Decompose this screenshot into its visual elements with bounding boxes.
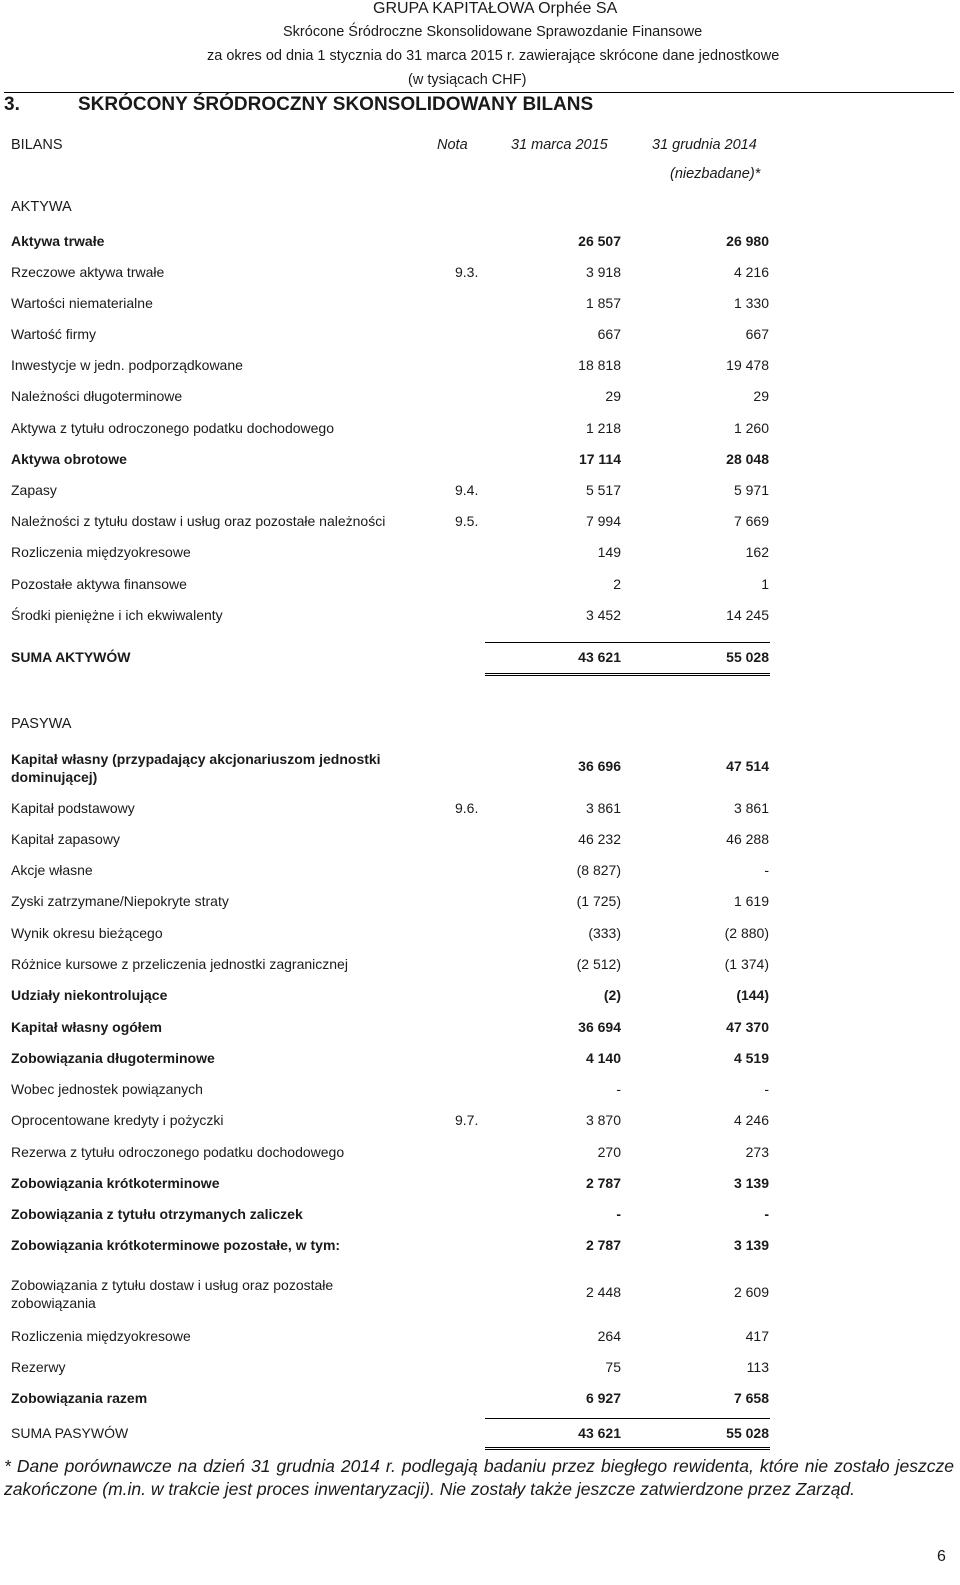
liabilities-total-2015: 43 621	[578, 1425, 621, 1441]
liabilities-heading: PASYWA	[11, 716, 72, 732]
liability-label: Zobowiązania razem	[11, 1390, 148, 1406]
liability-value-2014: 273	[745, 1144, 769, 1160]
liability-value-2015: 3 870	[585, 1112, 621, 1128]
liability-label: Zobowiązania z tytułu dostaw i usług oraz pozostałe zobowiązania	[11, 1277, 334, 1311]
liability-label: Rezerwy	[11, 1359, 66, 1375]
liability-value-2015: 46 232	[578, 831, 621, 847]
liability-label: Zobowiązania z tytułu otrzymanych zaliczek	[11, 1206, 303, 1222]
liability-label: Kapitał zapasowy	[11, 831, 120, 847]
asset-label: Inwestycje w jedn. podporządkowane	[11, 357, 243, 373]
asset-value-2014: 162	[745, 544, 769, 560]
asset-value-2015: 5 517	[585, 482, 621, 498]
liability-value-2015: 270	[597, 1144, 621, 1160]
liabilities-total-2014: 55 028	[726, 1425, 769, 1441]
asset-value-2015: 1 218	[585, 420, 621, 436]
asset-note: 9.4.	[455, 482, 479, 498]
asset-value-2014: 26 980	[726, 233, 769, 249]
liability-label: Zobowiązania krótkoterminowe	[11, 1175, 220, 1191]
liability-value-2014: 3 139	[733, 1237, 769, 1253]
liability-value-2015: (2)	[603, 987, 621, 1003]
asset-label: Wartość firmy	[11, 326, 97, 342]
liability-value-2014: -	[764, 862, 769, 878]
footnote: * Dane porównawcze na dzień 31 grudnia 2014 r. podlegają badaniu przez biegłego rewidenta, które nie zostało jeszcze zakończone (m.in. w trakcie jest proces inwentaryzacji). Nie zostały także jeszcze zatwierdzone przez Zarząd.	[4, 1456, 954, 1499]
liability-label: Różnice kursowe z przeliczenia jednostki zagranicznej	[11, 956, 348, 972]
liability-value-2014: 3 861	[733, 800, 769, 816]
liability-label: Akcje własne	[11, 862, 93, 878]
liability-value-2015: 2 448	[585, 1284, 621, 1300]
liability-value-2014: 3 139	[733, 1175, 769, 1191]
liability-value-2014: 47 514	[726, 758, 769, 774]
asset-label: Należności długoterminowe	[11, 388, 183, 404]
liability-value-2014: 47 370	[726, 1019, 769, 1035]
assets-total-label: SUMA AKTYWÓW	[11, 649, 131, 665]
liability-label: Rezerwa z tytułu odroczonego podatku dochodowego	[11, 1144, 345, 1160]
liability-value-2014: 4 519	[733, 1050, 769, 1066]
liability-label: Zobowiązania długoterminowe	[11, 1050, 215, 1066]
asset-note: 9.3.	[455, 264, 479, 280]
asset-value-2015: 18 818	[578, 357, 621, 373]
liability-value-2014: 46 288	[726, 831, 769, 847]
header-rule	[4, 92, 954, 93]
asset-label: Wartości niematerialne	[11, 295, 153, 311]
section-number: 3.	[4, 94, 20, 115]
liability-value-2014: 1 619	[733, 893, 769, 909]
liabilities-total-label: SUMA PASYWÓW	[11, 1425, 129, 1441]
asset-value-2015: 1 857	[585, 295, 621, 311]
liability-note: 9.6.	[455, 800, 479, 816]
liability-label: Zobowiązania krótkoterminowe pozostałe, w tym:	[11, 1237, 341, 1253]
liability-value-2015: 2 787	[585, 1175, 621, 1191]
asset-label: Rozliczenia międzyokresowe	[11, 544, 191, 560]
liability-value-2015: 75	[605, 1359, 621, 1375]
asset-value-2014: 1 260	[733, 420, 769, 436]
asset-label: Należności z tytułu dostaw i usług oraz pozostałe należności	[11, 513, 386, 529]
asset-label: Aktywa trwałe	[11, 233, 105, 249]
liability-value-2015: (2 512)	[576, 956, 621, 972]
liability-value-2014: -	[764, 1081, 769, 1097]
liability-value-2015: -	[616, 1206, 621, 1222]
assets-total-rule	[485, 642, 770, 643]
liability-value-2015: 36 694	[578, 1019, 621, 1035]
assets-total-double-rule	[485, 673, 770, 676]
liability-note: 9.7.	[455, 1112, 479, 1128]
liability-value-2014: (144)	[736, 987, 769, 1003]
liability-value-2015: (1 725)	[576, 893, 621, 909]
asset-label: Aktywa z tytułu odroczonego podatku dochodowego	[11, 420, 334, 436]
liability-label: Oprocentowane kredyty i pożyczki	[11, 1112, 224, 1128]
liability-value-2015: -	[616, 1081, 621, 1097]
page-number: 6	[937, 1548, 946, 1565]
liability-value-2014: 7 658	[733, 1390, 769, 1406]
liability-value-2015: 3 861	[585, 800, 621, 816]
liability-value-2015: 264	[597, 1328, 621, 1344]
liability-label: Kapitał podstawowy	[11, 800, 135, 816]
liability-value-2015: 6 927	[585, 1390, 621, 1406]
liability-value-2015: 36 696	[578, 758, 621, 774]
report-period: za okres od dnia 1 stycznia do 31 marca 2015 r. zawierające skrócone dane jednostkowe	[207, 48, 780, 64]
group-name: GRUPA KAPITAŁOWA Orphée SA	[373, 0, 618, 17]
liability-value-2014: 4 246	[733, 1112, 769, 1128]
liability-value-2014: (1 374)	[724, 956, 769, 972]
asset-label: Środki pieniężne i ich ekwiwalenty	[11, 607, 223, 623]
assets-total-2014: 55 028	[726, 649, 769, 665]
liability-label: Kapitał własny ogółem	[11, 1019, 162, 1035]
asset-value-2015: 149	[597, 544, 621, 560]
asset-value-2014: 7 669	[733, 513, 769, 529]
asset-value-2014: 5 971	[733, 482, 769, 498]
asset-value-2014: 4 216	[733, 264, 769, 280]
asset-label: Pozostałe aktywa finansowe	[11, 576, 187, 592]
asset-note: 9.5.	[455, 513, 479, 529]
asset-value-2015: 3 452	[585, 607, 621, 623]
section-title	[4, 94, 593, 116]
liability-value-2014: 417	[745, 1328, 769, 1344]
col-2014-subheader: (niezbadane)*	[670, 166, 761, 182]
liability-value-2015: (333)	[588, 925, 621, 941]
asset-value-2015: 26 507	[578, 233, 621, 249]
section-heading: SKRÓCONY ŚRÓDROCZNY SKONSOLIDOWANY BILANS	[78, 94, 594, 115]
col-note-header: Nota	[437, 137, 468, 153]
asset-label: Aktywa obrotowe	[11, 451, 127, 467]
assets-total-2015: 43 621	[578, 649, 621, 665]
liability-label: Kapitał własny (przypadający akcjonariuszom jednostki dominującej)	[11, 751, 381, 785]
liability-value-2014: -	[764, 1206, 769, 1222]
report-currency: (w tysiącach CHF)	[408, 72, 527, 88]
asset-value-2014: 1	[761, 576, 769, 592]
liability-value-2014: 2 609	[733, 1284, 769, 1300]
asset-value-2015: 7 994	[585, 513, 621, 529]
asset-value-2015: 667	[597, 326, 621, 342]
liability-label: Wobec jednostek powiązanych	[11, 1081, 203, 1097]
asset-label: Zapasy	[11, 482, 57, 498]
asset-value-2014: 19 478	[726, 357, 769, 373]
col-label-header: BILANS	[11, 137, 63, 153]
assets-heading: AKTYWA	[11, 199, 72, 215]
asset-value-2015: 29	[605, 388, 621, 404]
asset-value-2014: 667	[745, 326, 769, 342]
liabilities-total-rule	[485, 1418, 770, 1419]
liability-label: Wynik okresu bieżącego	[11, 925, 163, 941]
liabilities-total-double-rule	[485, 1447, 770, 1450]
asset-value-2015: 3 918	[585, 264, 621, 280]
asset-value-2014: 29	[753, 388, 769, 404]
asset-value-2015: 17 114	[578, 451, 621, 467]
liability-value-2015: (8 827)	[576, 862, 621, 878]
asset-label: Rzeczowe aktywa trwałe	[11, 264, 165, 280]
liability-value-2015: 4 140	[585, 1050, 621, 1066]
col-2015-header: 31 marca 2015	[511, 137, 608, 153]
asset-value-2014: 1 330	[733, 295, 769, 311]
liability-label: Udziały niekontrolujące	[11, 987, 168, 1003]
asset-value-2015: 2	[613, 576, 621, 592]
liability-label: Zyski zatrzymane/Niepokryte straty	[11, 893, 229, 909]
asset-value-2014: 14 245	[726, 607, 769, 623]
col-2014-header: 31 grudnia 2014	[652, 137, 757, 153]
asset-value-2014: 28 048	[726, 451, 769, 467]
liability-value-2014: (2 880)	[724, 925, 769, 941]
report-title: Skrócone Śródroczne Skonsolidowane Sprawozdanie Finansowe	[283, 24, 703, 40]
liability-label: Rozliczenia międzyokresowe	[11, 1328, 191, 1344]
liability-value-2015: 2 787	[585, 1237, 621, 1253]
liability-value-2014: 113	[746, 1359, 769, 1375]
